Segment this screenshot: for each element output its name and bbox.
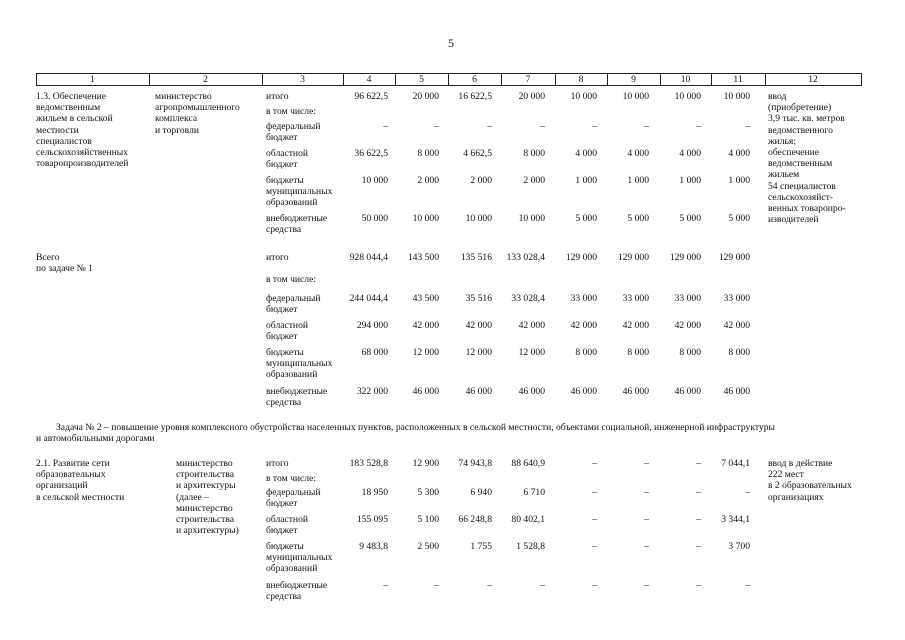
amount-cell: 135 516 [460, 252, 492, 263]
amount-cell: 36 622,5 [354, 148, 388, 159]
header-column-divider [501, 73, 502, 86]
column-number-2: 2 [203, 73, 208, 85]
result-line: обеспечение [768, 147, 820, 158]
funding-source-label: муниципальных [266, 358, 333, 370]
row-title-line: по задаче № 1 [36, 263, 93, 275]
amount-cell: 129 000 [617, 252, 649, 263]
amount-cell: – [592, 541, 597, 552]
amount-cell: – [745, 121, 750, 132]
amount-cell: 74 943,8 [458, 458, 492, 469]
executor-line: министерство [176, 458, 233, 469]
amount-cell: 46 000 [622, 386, 649, 397]
funding-source-label: средства [266, 224, 302, 236]
amount-cell: – [696, 487, 701, 498]
amount-cell: 928 044,4 [349, 252, 388, 263]
funding-source-label: областной [266, 514, 309, 525]
amount-cell: 4 000 [575, 148, 597, 159]
funding-source-label: итого [266, 252, 289, 263]
amount-cell: 8 000 [523, 148, 545, 159]
amount-cell: 12 000 [465, 347, 492, 358]
amount-cell: – [745, 487, 750, 498]
executor-line: и торговли [155, 124, 200, 136]
amount-cell: – [644, 541, 649, 552]
page-number: 5 [448, 36, 454, 50]
amount-cell: 3 344,1 [721, 514, 750, 525]
funding-source-label: федеральный [266, 293, 321, 304]
amount-cell: 35 516 [465, 293, 492, 304]
executor-line: строительства [176, 514, 235, 525]
amount-cell: 1 000 [728, 175, 750, 186]
column-number-12: 12 [808, 73, 818, 85]
amount-cell: – [434, 580, 439, 591]
amount-cell: 2 000 [523, 175, 545, 186]
row-title-line: образовательных [36, 469, 106, 481]
amount-cell: 2 000 [417, 175, 439, 186]
funding-source-label: бюджеты [266, 541, 304, 552]
amount-cell: 322 000 [356, 386, 388, 397]
amount-cell: 6 940 [470, 487, 492, 498]
amount-cell: – [696, 458, 701, 469]
amount-cell: 12 000 [412, 347, 439, 358]
executor-line: комплекса [155, 113, 198, 125]
amount-cell: 42 000 [622, 320, 649, 331]
header-column-divider [765, 73, 766, 86]
task-heading: и автомобильными дорогами [36, 433, 155, 445]
amount-cell: – [383, 580, 388, 591]
amount-cell: 155 095 [356, 514, 388, 525]
result-line: (приобретение) [768, 102, 832, 114]
amount-cell: – [383, 121, 388, 132]
column-number-3: 3 [300, 73, 305, 85]
amount-cell: 50 000 [361, 213, 388, 224]
amount-cell: 46 000 [723, 386, 750, 397]
executor-line: и архитектуры [176, 480, 236, 492]
row-title-line: жильем в сельской [36, 113, 113, 125]
funding-source-label: областной [266, 148, 309, 159]
column-number-4: 4 [366, 73, 372, 85]
funding-source-label: федеральный [266, 121, 321, 132]
executor-line: и архитектуры) [176, 525, 239, 537]
amount-cell: 5 100 [417, 514, 439, 525]
amount-cell: 1 000 [679, 175, 701, 186]
amount-cell: 2 000 [470, 175, 492, 186]
executor-line: министерство [155, 91, 212, 102]
funding-source-label: бюджет [266, 132, 298, 144]
funding-source-label: в том числе: [266, 473, 317, 484]
funding-source-label: образований [266, 369, 318, 381]
amount-cell: 20 000 [518, 91, 545, 102]
amount-cell: – [592, 458, 597, 469]
executor-line: строительства [176, 469, 235, 481]
result-line: венных товаропро- [768, 203, 846, 214]
header-column-divider [660, 73, 661, 86]
header-column-divider [262, 73, 263, 86]
result-line: ведомственным [768, 158, 833, 170]
amount-cell: – [644, 487, 649, 498]
amount-cell: 10 000 [674, 91, 701, 102]
header-column-divider [607, 73, 608, 86]
funding-source-label: бюджет [266, 331, 298, 343]
amount-cell: – [696, 514, 701, 525]
result-line: ввод [768, 91, 787, 102]
amount-cell: 20 000 [412, 91, 439, 102]
amount-cell: – [540, 121, 545, 132]
amount-cell: – [434, 121, 439, 132]
amount-cell: – [592, 580, 597, 591]
amount-cell: 1 000 [627, 175, 649, 186]
amount-cell: 12 000 [518, 347, 545, 358]
amount-cell: 294 000 [356, 320, 388, 331]
header-column-divider [149, 73, 150, 86]
funding-source-label: итого [266, 458, 289, 469]
amount-cell: 244 044,4 [349, 293, 388, 304]
funding-source-label: муниципальных [266, 186, 333, 198]
funding-source-label: внебюджетные [266, 580, 328, 591]
task-heading: Задача № 2 – повышение уровня комплексного обустройства населенных пунктов, расположенных в сельской местности, объектами социальной, инженерной инфраструктуры [56, 422, 775, 433]
column-number-8: 8 [578, 73, 584, 85]
amount-cell: 16 622,5 [458, 91, 492, 102]
header-column-divider [861, 73, 862, 86]
funding-source-label: бюджет [266, 525, 298, 537]
amount-cell: – [644, 580, 649, 591]
column-number-1: 1 [90, 73, 95, 85]
amount-cell: – [592, 514, 597, 525]
header-column-divider [343, 73, 344, 86]
funding-source-label: бюджеты [266, 175, 304, 186]
result-line: изводителей [768, 214, 819, 226]
funding-source-label: средства [266, 397, 302, 409]
result-line: жильем [768, 169, 800, 181]
amount-cell: – [487, 121, 492, 132]
amount-cell: – [696, 541, 701, 552]
amount-cell: 88 640,9 [511, 458, 545, 469]
amount-cell: 4 000 [627, 148, 649, 159]
amount-cell: 5 000 [728, 213, 750, 224]
funding-source-label: бюджет [266, 304, 298, 316]
row-title-line: ведомственным [36, 102, 101, 114]
amount-cell: – [540, 580, 545, 591]
amount-cell: 12 900 [412, 458, 439, 469]
amount-cell: 129 000 [718, 252, 750, 263]
executor-line: агропромышленного [155, 102, 240, 114]
amount-cell: 33 000 [674, 293, 701, 304]
amount-cell: – [696, 121, 701, 132]
amount-cell: 8 000 [575, 347, 597, 358]
executor-line: (далее – [176, 491, 209, 503]
amount-cell: 4 000 [679, 148, 701, 159]
funding-source-label: внебюджетные [266, 386, 328, 397]
row-title-line: в сельской местности [36, 491, 125, 503]
amount-cell: 42 000 [674, 320, 701, 331]
column-number-10: 10 [680, 73, 691, 85]
amount-cell: 46 000 [412, 386, 439, 397]
row-title-line: местности [36, 124, 79, 136]
amount-cell: 4 000 [728, 148, 750, 159]
amount-cell: – [592, 121, 597, 132]
amount-cell: 33 000 [622, 293, 649, 304]
amount-cell: 42 000 [465, 320, 492, 331]
funding-source-label: в том числе: [266, 106, 317, 117]
column-number-6: 6 [472, 73, 477, 85]
amount-cell: 8 000 [627, 347, 649, 358]
amount-cell: 42 000 [570, 320, 597, 331]
result-line: жилья; [768, 135, 797, 147]
funding-source-label: образований [266, 197, 318, 209]
amount-cell: 8 000 [417, 148, 439, 159]
amount-cell: 96 622,5 [354, 91, 388, 102]
column-number-5: 5 [419, 73, 424, 85]
amount-cell: 43 500 [412, 293, 439, 304]
amount-cell: 183 528,8 [349, 458, 388, 469]
funding-source-label: муниципальных [266, 552, 333, 564]
header-column-divider [36, 73, 37, 86]
amount-cell: – [644, 458, 649, 469]
amount-cell: 5 000 [627, 213, 649, 224]
amount-cell: 1 000 [575, 175, 597, 186]
row-title-line: 1.3. Обеспечение [36, 91, 106, 102]
amount-cell: – [592, 487, 597, 498]
amount-cell: 3 700 [728, 541, 750, 552]
row-title-line: специалистов [36, 135, 92, 147]
amount-cell: – [745, 580, 750, 591]
funding-source-label: федеральный [266, 487, 321, 498]
row-title-line: организаций [36, 480, 88, 492]
amount-cell: 10 000 [622, 91, 649, 102]
amount-cell: 10 000 [723, 91, 750, 102]
result-line: 54 специалистов [768, 180, 836, 192]
funding-source-label: внебюджетные [266, 213, 328, 224]
amount-cell: 6 710 [523, 487, 545, 498]
column-number-7: 7 [525, 73, 531, 85]
result-line: ввод в действие [768, 458, 833, 469]
amount-cell: – [644, 121, 649, 132]
amount-cell: 10 000 [412, 213, 439, 224]
header-column-divider [555, 73, 556, 86]
amount-cell: 2 500 [417, 541, 439, 552]
funding-source-label: бюджет [266, 159, 298, 171]
amount-cell: 133 028,4 [506, 252, 545, 263]
amount-cell: 129 000 [669, 252, 701, 263]
row-title-line: товаропроизводителей [36, 158, 129, 170]
executor-line: министерство [176, 502, 233, 514]
result-line: сельскохозяйст- [768, 191, 833, 203]
amount-cell: 143 500 [407, 252, 439, 263]
amount-cell: 5 000 [575, 213, 597, 224]
amount-cell: 10 000 [465, 213, 492, 224]
header-column-divider [711, 73, 712, 86]
result-line: в 2 образовательных [768, 480, 852, 492]
funding-source-label: бюджеты [266, 347, 304, 358]
amount-cell: 68 000 [361, 347, 388, 358]
amount-cell: 42 000 [518, 320, 545, 331]
amount-cell: 33 028,4 [511, 293, 545, 304]
amount-cell: 42 000 [412, 320, 439, 331]
result-line: организациях [768, 491, 824, 503]
amount-cell: 7 044,1 [721, 458, 750, 469]
amount-cell: 1 755 [470, 541, 492, 552]
amount-cell: – [696, 580, 701, 591]
amount-cell: 10 000 [361, 175, 388, 186]
amount-cell: 33 000 [723, 293, 750, 304]
amount-cell: 8 000 [679, 347, 701, 358]
amount-cell: 46 000 [518, 386, 545, 397]
funding-source-label: образований [266, 563, 318, 575]
column-number-9: 9 [631, 73, 636, 85]
row-title-line: сельскохозяйственных [36, 147, 129, 158]
amount-cell: 5 300 [417, 487, 439, 498]
amount-cell: 129 000 [565, 252, 597, 263]
amount-cell: – [644, 514, 649, 525]
amount-cell: 18 950 [361, 487, 388, 498]
amount-cell: 46 000 [674, 386, 701, 397]
result-line: ведомственного [768, 124, 833, 136]
header-column-divider [448, 73, 449, 86]
funding-source-label: областной [266, 320, 309, 331]
funding-source-label: итого [266, 91, 289, 102]
amount-cell: 42 000 [723, 320, 750, 331]
amount-cell: 46 000 [465, 386, 492, 397]
row-title-line: Всего [36, 252, 60, 263]
amount-cell: 9 483,8 [359, 541, 388, 552]
amount-cell: 10 000 [570, 91, 597, 102]
amount-cell: 8 000 [728, 347, 750, 358]
amount-cell: 10 000 [518, 213, 545, 224]
amount-cell: 4 662,5 [463, 148, 492, 159]
row-title-line: 2.1. Развитие сети [36, 458, 110, 469]
result-line: 3,9 тыс. кв. метров [768, 113, 845, 125]
result-line: 222 мест [768, 469, 804, 481]
amount-cell: 66 248,8 [458, 514, 492, 525]
header-column-divider [395, 73, 396, 86]
funding-source-label: бюджет [266, 498, 298, 510]
funding-source-label: средства [266, 591, 302, 603]
amount-cell: – [487, 580, 492, 591]
funding-source-label: в том числе: [266, 274, 317, 285]
amount-cell: 1 528,8 [516, 541, 545, 552]
amount-cell: 33 000 [570, 293, 597, 304]
amount-cell: 80 402,1 [511, 514, 545, 525]
column-number-11: 11 [733, 73, 743, 85]
amount-cell: 5 000 [679, 213, 701, 224]
amount-cell: 46 000 [570, 386, 597, 397]
